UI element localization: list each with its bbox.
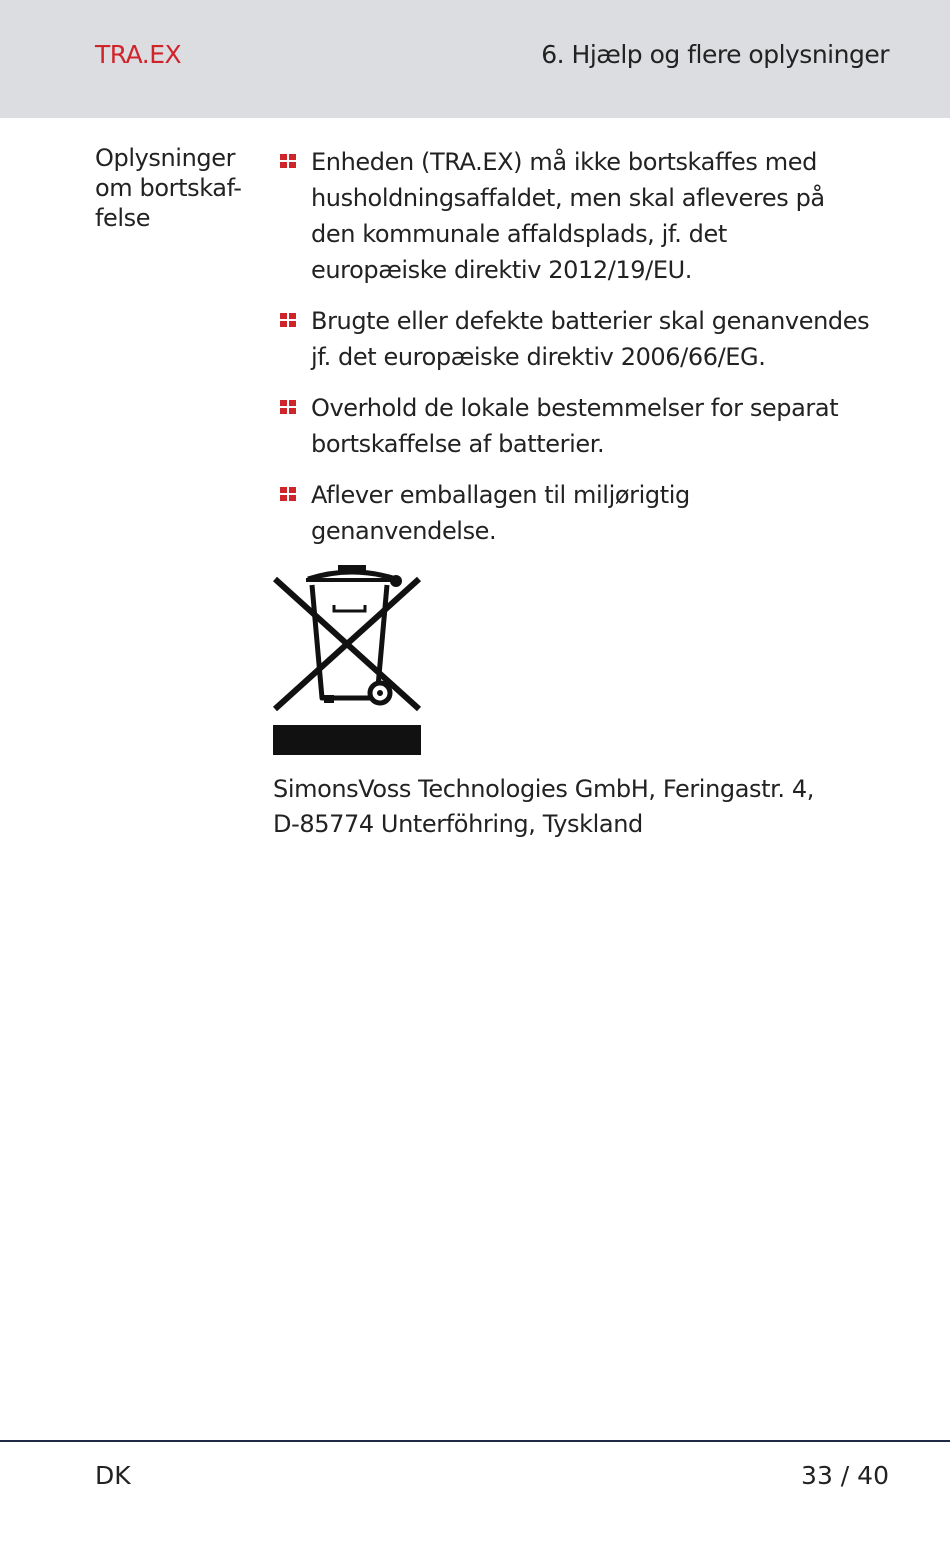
side-label-line: felse (95, 204, 151, 232)
bullet-line: Aflever emballagen til miljørigtig (311, 481, 690, 509)
side-label-line: om bortskaf- (95, 174, 242, 202)
bullet-icon (280, 400, 297, 415)
bullet-item (278, 303, 898, 375)
bullet-item (278, 144, 898, 288)
manufacturer-address (273, 772, 913, 842)
footer-divider (0, 1440, 950, 1442)
bullet-item (278, 390, 898, 462)
bullet-line: Enheden (TRA.EX) må ikke bortskaffes med (311, 148, 817, 176)
bullet-line: den kommunale affaldsplads, jf. det (311, 220, 727, 248)
page-header (0, 0, 950, 118)
bullet-icon (280, 154, 297, 169)
side-label-line: Oplysninger (95, 144, 236, 172)
header-section-title: 6. Hjælp og flere oplysninger (541, 40, 889, 69)
bullet-line: husholdningsaffaldet, men skal afleveres på (311, 184, 825, 212)
address-line: SimonsVoss Technologies GmbH, Feringastr. 4, (273, 775, 814, 803)
side-label (95, 143, 265, 233)
bullet-line: genanvendelse. (311, 517, 497, 545)
bullet-item (278, 477, 898, 549)
bullet-text (311, 303, 898, 375)
bullet-line: Brugte eller defekte batterier skal genanvendes (311, 307, 870, 335)
bullet-text (311, 144, 898, 288)
bullet-line: bortskaffelse af batterier. (311, 430, 605, 458)
disposal-bullet-list (278, 144, 898, 564)
header-brand: TRA.EX (95, 40, 182, 69)
bullet-line: europæiske direktiv 2012/19/EU. (311, 256, 692, 284)
address-line: D-85774 Unterföhring, Tyskland (273, 810, 643, 838)
page-number: 33 / 40 (801, 1461, 889, 1490)
crossed-out-wheelie-bin-icon (272, 563, 422, 755)
bullet-line: Overhold de lokale bestemmelser for separat (311, 394, 839, 422)
bullet-text (311, 477, 898, 549)
bullet-line: jf. det europæiske direktiv 2006/66/EG. (311, 343, 766, 371)
bullet-text (311, 390, 898, 462)
bullet-icon (280, 487, 297, 502)
footer-language-code: DK (95, 1461, 131, 1490)
bullet-icon (280, 313, 297, 328)
